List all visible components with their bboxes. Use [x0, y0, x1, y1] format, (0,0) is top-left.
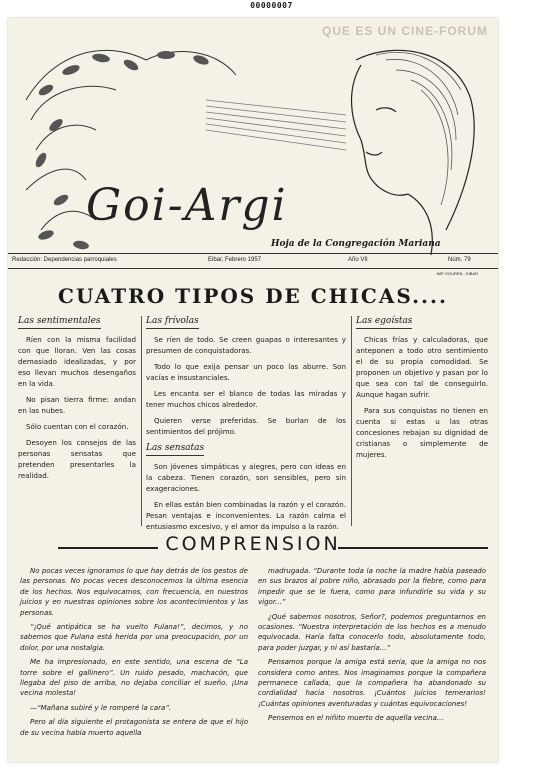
paragraph: No pocas veces ignoramos lo que hay detrás de los gestos de las personas. No pocas veces desconocemos la última esencia de los hechos. Nos equivocamos, con frecuencia, en nuestros juicios y en nuestras opiniones sobre los acontecimientos y las personas. — [20, 567, 248, 617]
masthead-subtitle: Hoja de la Congregación Mariana — [271, 239, 441, 249]
newspaper-page — [8, 18, 498, 762]
paragraph: ¿Qué sabemos nosotros, Señor?, podemos preguntarnos en ocasiones. “Nuestra interpretación de los hechos es a menudo equivocada. Haría falta conocerlo todo, absolutamente todo, para poder juzgar, y ni así bastaría...” — [258, 612, 486, 652]
paragraph: Para sus conquistas no tienen en cuenta si estas u las otras concesiones rebajan su dignidad de cristianas o simplemente de mujeres. — [356, 406, 488, 459]
main-headline: CUATRO TIPOS DE CHICAS.... — [58, 284, 448, 308]
paragraph: Quieren verse preferidas. Se burlan de los sentimientos del prójimo. — [146, 416, 346, 436]
city-date: Eibar, Febrero 1957 — [208, 257, 262, 263]
comprension-right-column — [258, 566, 486, 728]
paragraph: Ríen con la misma facilidad con que lloran. Ven las cosas demasiado idealizadas, y por eso llevan muchos desengaños en la vida. — [18, 335, 136, 388]
paragraph: Les encanta ser el blanco de todas las miradas y tener muchos chicos alrededor. — [146, 389, 346, 409]
document-id: 00000007 — [250, 1, 293, 10]
column-egoistas — [356, 315, 488, 465]
redaccion-text: Redacción: Dependencias parroquiales — [12, 257, 117, 263]
paragraph: Me ha impresionado, en este sentido, una escena de “La torre sobre el gallinero”. Un ruido pesado, machacón, que llegaba del piso de arriba, no dejaba conciliar el sueño. ¡Una vecina molesta! — [20, 658, 248, 698]
paragraph: No pisan tierra firme: andan en las nubes. — [18, 395, 136, 415]
comprension-left-column — [20, 566, 248, 742]
year-number: Año VII — [348, 257, 368, 263]
paragraph: Pero al día siguiente el protagonista se entera de que el hijo de su vecina había muerto aquella — [20, 718, 248, 737]
comprension-header — [8, 533, 498, 561]
issue-number: Núm. 79 — [448, 257, 471, 263]
section-title-egoistas: Las egoístas — [356, 316, 412, 329]
paragraph: En ellas están bien combinadas la razón y el corazón. Pesan ventajas e inconvenientes. La razón calma el entusiasmo excesivo, y el amor da impulso a la razón. — [146, 500, 346, 531]
section-title-frivolas: Las frívolas — [146, 316, 199, 329]
issue-info-bar — [8, 253, 498, 269]
paragraph: Pensamos porque la amiga está seria, que la amiga no nos considera como antes. Nos imaginamos porque la compañera permanece callada, que la compañera ha abandonado su cordialidad hacia nosotros. ¡Cuántos juicios temerarios! ¡Cuántas opiniones aventuradas y cuántas equivocaciones! — [258, 658, 486, 708]
column-sentimentales — [18, 315, 136, 486]
section-title-sensatas: Las sensatas — [146, 443, 204, 456]
paragraph: Chicas frías y calculadoras, que anteponen a todo otro sentimiento el de su propia comodidad. Se proponen un objetivo y pasan por lo que sea con tal de conseguirlo. Aunque hagan sufrir. — [356, 335, 488, 399]
paragraph: —“Mañana subiré y le romperé la cara”. — [30, 703, 172, 712]
paragraph: “¡Qué antipática se ha vuelto Fulana!”, decimos, y no sabemos que Fulana está herida por una preocupación, por un dolor, por una nostalgia. — [20, 623, 248, 652]
paragraph: Son jóvenes simpáticas y alegres, pero con ideas en la cabeza. Tienen corazón, son sensibles, pero sin exageraciones. — [146, 462, 346, 493]
paragraph: Se ríen de todo. Se creen guapas o interesantes y presumen de conquistadoras. — [146, 335, 346, 355]
paragraph: Desoyen los consejos de las personas sensatas que pretenden presentarles la realidad. — [18, 438, 136, 480]
column-divider — [351, 316, 352, 526]
printer-credit: IMP. EGUREN - EIBAR — [436, 271, 478, 276]
masthead — [16, 30, 486, 260]
column-divider — [141, 316, 142, 526]
paragraph: Sólo cuentan con el corazón. — [26, 422, 129, 431]
comprension-title: COMPRENSION — [165, 533, 341, 555]
paragraph: madrugada. “Durante toda la noche la madre había paseado en sus brazos al pobre niño, abrasado por la fiebre, como para impedir que se le fuera, como para infundirle su vida y su vigor...” — [258, 567, 486, 607]
paragraph: Pensemos en el niñito muerto de aquella vecina... — [268, 714, 444, 723]
faint-bleedthrough-header: QUE ES UN CINE-FORUM — [321, 24, 488, 38]
masthead-title: Goi-Argi — [86, 180, 288, 231]
paragraph: Todo lo que exija pensar un poco las aburre. Son vacías e insustanciales. — [146, 362, 346, 382]
column-frivolas — [146, 315, 346, 537]
section-title-sentimentales: Las sentimentales — [18, 316, 101, 329]
